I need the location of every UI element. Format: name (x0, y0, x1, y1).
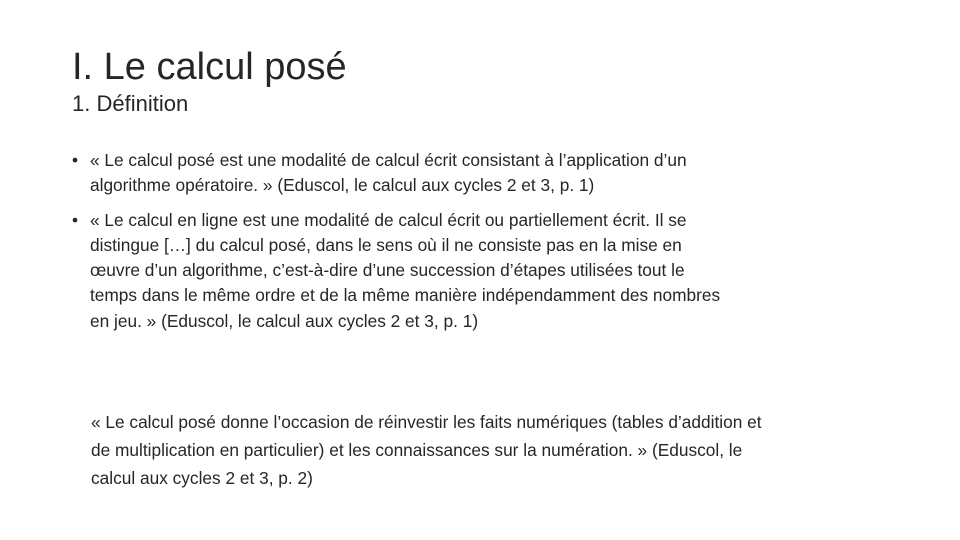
bullet-list (72, 148, 732, 343)
bullet-icon: • (72, 150, 79, 170)
bullet-item (72, 148, 732, 199)
bullet-item (72, 208, 732, 334)
quote-paragraph: « Le calcul posé donne l’occasion de réinvestir les faits numériques (tables d’addition et de multiplication en particulier) et les connaissances sur la numération. » (Eduscol, le calcul aux cycles 2 et 3, p. 2) (91, 412, 762, 488)
bullet-text: « Le calcul posé est une modalité de calcul écrit consistant à l’application d’un algorithme opératoire. » (Eduscol, le calcul aux cycles 2 et 3, p. 1) (90, 150, 687, 196)
bullet-icon: • (72, 209, 79, 230)
slide-subtitle: 1. Définition (72, 91, 189, 116)
bullet-text: « Le calcul en ligne est une modalité de calcul écrit ou partiellement écrit. Il se distingue […] du calcul posé, dans le sens où il ne consiste pas en la mise en œuvre d’un algorithme, c’est-à-dire d’une succession d’étapes utilisées tout le temps dans le même ordre et de la même manière indépendamment des nombres en jeu. » (Eduscol, le calcul aux cycles 2 et 3, p. 1) (90, 209, 721, 331)
slide-title: I. Le calcul posé (72, 46, 347, 88)
